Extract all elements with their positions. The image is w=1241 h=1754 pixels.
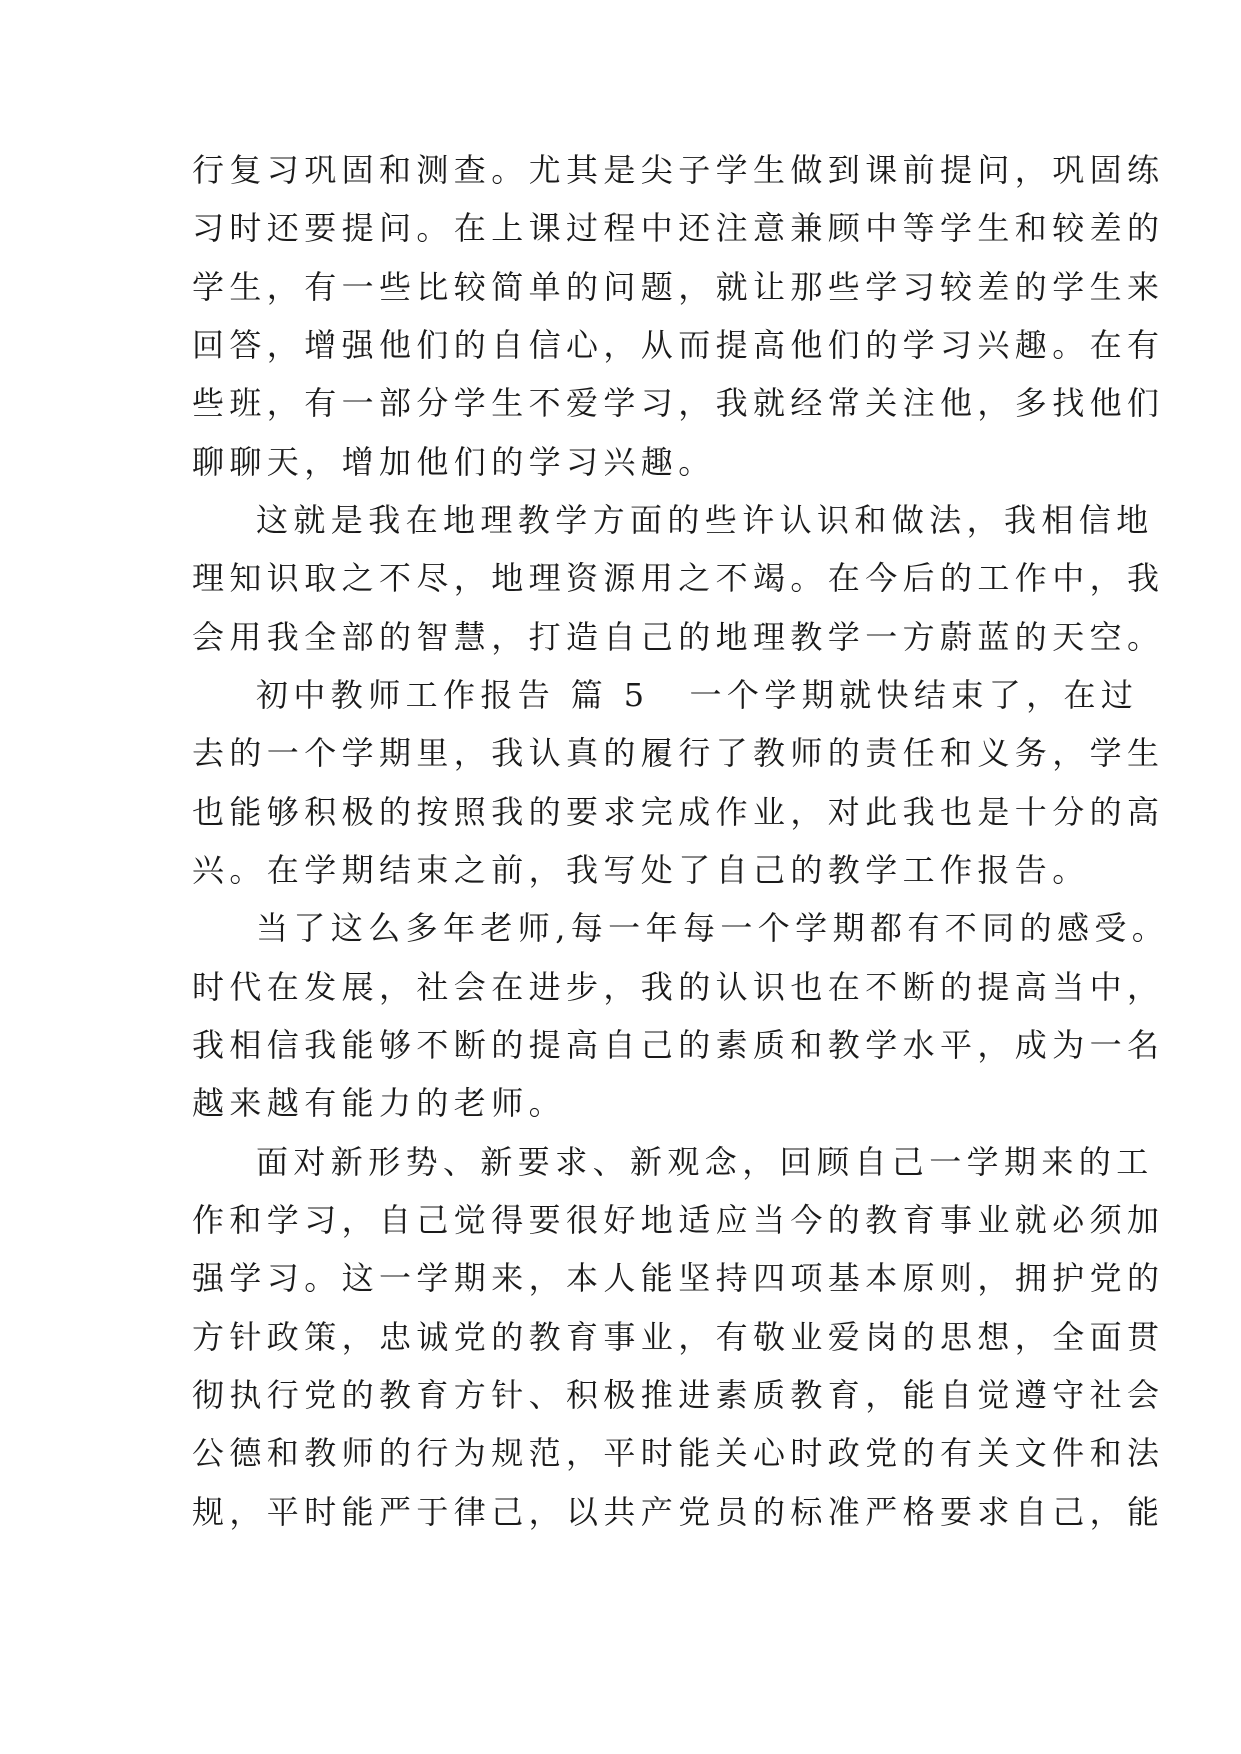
- text-line: 时代在发展，社会在进步，我的认识也在不断的提高当中，: [192, 968, 1165, 1006]
- text-line: 越来越有能力的老师。: [192, 1084, 567, 1122]
- text-line: 聊聊天，增加他们的学习兴趣。: [192, 443, 716, 481]
- text-line: 学生，有一些比较简单的问题，就让那些学习较差的学生来: [192, 268, 1165, 306]
- text-line: 也能够积极的按照我的要求完成作业，对此我也是十分的高: [192, 793, 1165, 831]
- text-line: 理知识取之不尽，地理资源用之不竭。在今后的工作中，我: [192, 559, 1165, 597]
- text-line: 兴。在学期结束之前，我写处了自己的教学工作报告。: [192, 851, 1090, 889]
- text-line: 公德和教师的行为规范，平时能关心时政党的有关文件和法: [192, 1434, 1165, 1472]
- text-line: 一个学期就快结束了，在过: [689, 676, 1139, 714]
- text-line: 些班，有一部分学生不爱学习，我就经常关注他，多找他们: [192, 384, 1165, 422]
- text-line: 强学习。这一学期来，本人能坚持四项基本原则，拥护党的: [192, 1259, 1165, 1297]
- text-line: 会用我全部的智慧，打造自己的地理教学一方蔚蓝的天空。: [192, 618, 1165, 656]
- text-line: 面对新形势、新要求、新观念，回顾自己一学期来的工: [256, 1143, 1154, 1181]
- text-line: 规，平时能严于律己，以共产党员的标准严格要求自己，能: [192, 1493, 1165, 1531]
- text-line: 彻执行党的教育方针、积极推进素质教育，能自觉遵守社会: [192, 1376, 1165, 1414]
- section-heading-line: [256, 675, 1138, 715]
- text-line: 去的一个学期里，我认真的履行了教师的责任和义务，学生: [192, 734, 1165, 772]
- text-line: 我相信我能够不断的提高自己的素质和教学水平，成为一名: [192, 1026, 1165, 1064]
- section-heading: 初中教师工作报告 篇 5: [256, 676, 650, 714]
- text-line: 习时还要提问。在上课过程中还注意兼顾中等学生和较差的: [192, 209, 1165, 247]
- text-line: 方针政策，忠诚党的教育事业，有敬业爱岗的思想，全面贯: [192, 1318, 1165, 1356]
- text-line: 当了这么多年老师,每一年每一个学期都有不同的感受。: [256, 909, 1170, 947]
- text-line: 这就是我在地理教学方面的些许认识和做法，我相信地: [256, 501, 1154, 539]
- text-line: 作和学习，自己觉得要很好地适应当今的教育事业就必须加: [192, 1201, 1165, 1239]
- text-line: 行复习巩固和测查。尤其是尖子学生做到课前提问，巩固练: [192, 151, 1165, 189]
- text-line: 回答，增强他们的自信心，从而提高他们的学习兴趣。在有: [192, 326, 1165, 364]
